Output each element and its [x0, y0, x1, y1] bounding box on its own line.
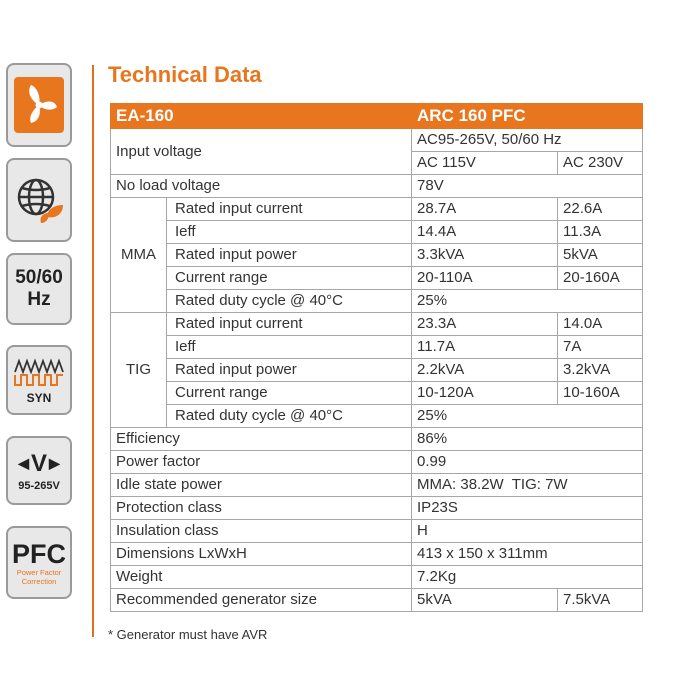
- table-row: [111, 589, 643, 612]
- cell-value: 7.2Kg: [412, 566, 643, 589]
- cell-value: 7.5kVA: [558, 589, 643, 612]
- row-label: Insulation class: [111, 520, 412, 543]
- table-row: [111, 382, 643, 405]
- eco-globe-badge: [6, 158, 72, 242]
- footnote: * Generator must have AVR: [108, 627, 268, 642]
- voltage-range-label: 95-265V: [18, 479, 60, 492]
- no-load-voltage-value: 78V: [412, 175, 643, 198]
- table-row: [111, 290, 643, 313]
- table-row: [111, 313, 643, 336]
- cell-value: 14.4A: [412, 221, 558, 244]
- globe-leaf-icon: [11, 169, 67, 231]
- spec-table: [110, 103, 643, 612]
- table-row: [111, 198, 643, 221]
- table-row: [111, 451, 643, 474]
- pfc-badge: [6, 526, 72, 599]
- mma-group-label: MMA: [111, 198, 167, 313]
- syn-label: SYN: [26, 391, 52, 405]
- voltage-range-badge: [6, 436, 72, 505]
- tig-group-label: TIG: [111, 313, 167, 428]
- row-label: Dimensions LxWxH: [111, 543, 412, 566]
- table-row: [111, 428, 643, 451]
- voltage-symbol: V: [30, 449, 47, 477]
- cell-value: 7A: [558, 336, 643, 359]
- cell-value: 3.2kVA: [558, 359, 643, 382]
- input-voltage-label: Input voltage: [111, 129, 412, 175]
- table-row: [111, 129, 643, 152]
- table-row: [111, 267, 643, 290]
- pfc-label: PFC: [12, 538, 66, 569]
- input-voltage-range: AC95-265V, 50/60 Hz: [412, 129, 643, 152]
- no-load-voltage-label: No load voltage: [111, 175, 412, 198]
- fan-icon: [12, 75, 66, 135]
- product-header: ARC 160 PFC: [412, 104, 643, 129]
- row-label: Ieff: [167, 221, 412, 244]
- cell-value: 11.3A: [558, 221, 643, 244]
- frequency-badge: [6, 253, 72, 325]
- cell-value: 10-120A: [412, 382, 558, 405]
- table-row: [111, 474, 643, 497]
- table-row: [111, 497, 643, 520]
- cell-value: 5kVA: [558, 244, 643, 267]
- table-row: [111, 405, 643, 428]
- cell-value: 2.2kVA: [412, 359, 558, 382]
- cell-value: 20-110A: [412, 267, 558, 290]
- cell-value: 3.3kVA: [412, 244, 558, 267]
- row-label: Rated input current: [167, 313, 412, 336]
- row-label: Recommended generator size: [111, 589, 412, 612]
- table-row: [111, 244, 643, 267]
- table-row: [111, 336, 643, 359]
- cell-value: 23.3A: [412, 313, 558, 336]
- row-label: Rated duty cycle @ 40°C: [167, 405, 412, 428]
- model-header: EA-160: [111, 104, 412, 129]
- table-row: [111, 175, 643, 198]
- cell-value: 25%: [412, 405, 643, 428]
- accent-divider: [92, 65, 94, 637]
- cell-value: 413 x 150 x 311mm: [412, 543, 643, 566]
- row-label: Power factor: [111, 451, 412, 474]
- table-row: [111, 221, 643, 244]
- row-label: Weight: [111, 566, 412, 589]
- input-voltage-v2: AC 230V: [558, 152, 643, 175]
- fan-cooling-badge: [6, 63, 72, 147]
- cell-value: 25%: [412, 290, 643, 313]
- table-row: [111, 566, 643, 589]
- cell-value: MMA: 38.2W TIG: 7W: [412, 474, 643, 497]
- cell-value: 5kVA: [412, 589, 558, 612]
- cell-value: 10-160A: [558, 382, 643, 405]
- row-label: Current range: [167, 267, 412, 290]
- row-label: Rated duty cycle @ 40°C: [167, 290, 412, 313]
- cell-value: 22.6A: [558, 198, 643, 221]
- waveform-icon: [12, 355, 66, 389]
- row-label: Protection class: [111, 497, 412, 520]
- table-header-row: [111, 104, 643, 129]
- cell-value: 28.7A: [412, 198, 558, 221]
- frequency-label: 50/60 Hz: [15, 267, 63, 310]
- row-label: Rated input power: [167, 359, 412, 382]
- page-title: Technical Data: [108, 62, 262, 87]
- pfc-subtitle-line1: Power Factor: [16, 567, 62, 577]
- cell-value: H: [412, 520, 643, 543]
- voltage-symbol-group: [18, 450, 60, 478]
- cell-value: IP23S: [412, 497, 643, 520]
- syn-badge: [6, 345, 72, 415]
- table-row: [111, 520, 643, 543]
- arrow-left-icon: ◀: [18, 455, 29, 471]
- cell-value: 0.99: [412, 451, 643, 474]
- row-label: Current range: [167, 382, 412, 405]
- row-label: Efficiency: [111, 428, 412, 451]
- cell-value: 20-160A: [558, 267, 643, 290]
- cell-value: 14.0A: [558, 313, 643, 336]
- arrow-right-icon: ▶: [49, 455, 60, 471]
- cell-value: 11.7A: [412, 336, 558, 359]
- row-label: Rated input power: [167, 244, 412, 267]
- cell-value: 86%: [412, 428, 643, 451]
- row-label: Rated input current: [167, 198, 412, 221]
- pfc-subtitle-line2: Correction: [21, 576, 57, 586]
- row-label: Ieff: [167, 336, 412, 359]
- table-row: [111, 543, 643, 566]
- table-row: [111, 359, 643, 382]
- input-voltage-v1: AC 115V: [412, 152, 558, 175]
- row-label: Idle state power: [111, 474, 412, 497]
